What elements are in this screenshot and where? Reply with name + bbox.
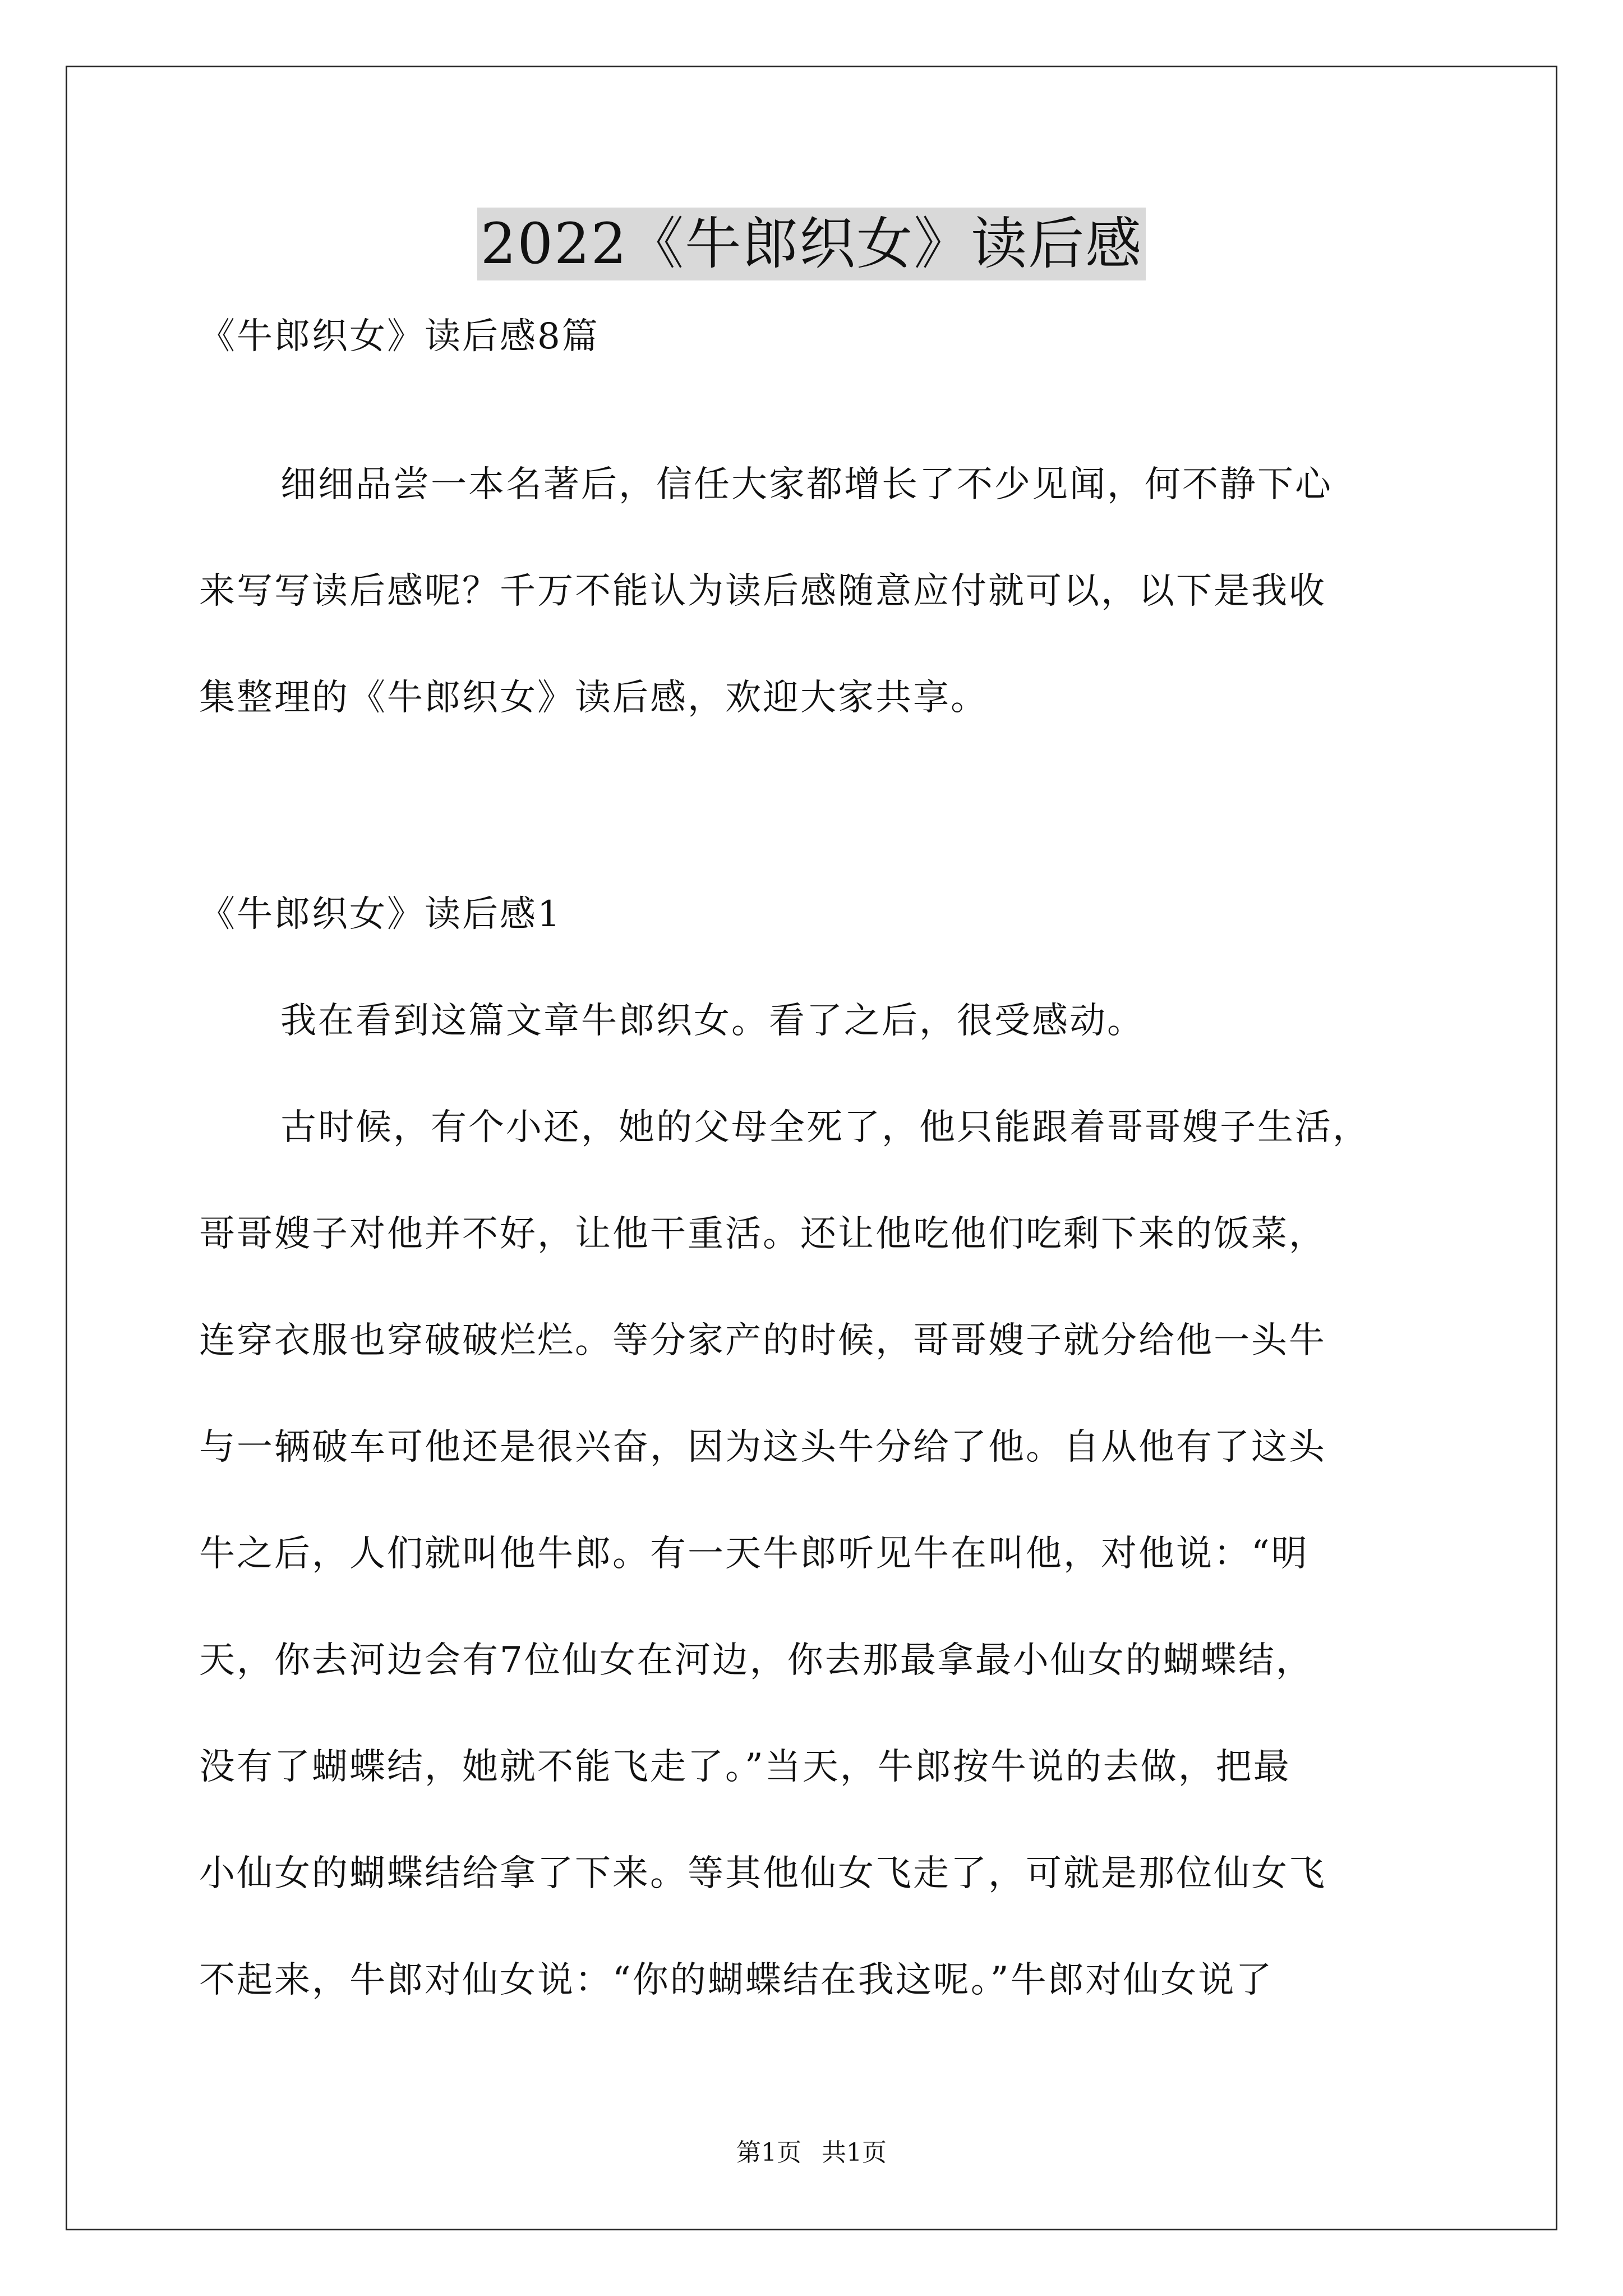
paragraph-line: 天，你去河边会有7位仙女在河边，你去那最拿最小仙女的蝴蝶结， (199, 1640, 1313, 1681)
title-container (0, 208, 1623, 280)
paragraph-line: 我在看到这篇文章牛郎织女。看了之后，很受感动。 (280, 1000, 1145, 1042)
intro-line: 来写写读后感呢？千万不能认为读后感随意应付就可以，以下是我收 (199, 570, 1326, 612)
document-subtitle: 《牛郎织女》读后感8篇 (199, 316, 600, 357)
paragraph-line: 连穿衣服也穿破破烂烂。等分家产的时候，哥哥嫂子就分给他一头牛 (199, 1320, 1326, 1361)
document-title: 2022《牛郎织女》读后感 (477, 208, 1146, 280)
paragraph-line: 小仙女的蝴蝶结给拿了下来。等其他仙女飞走了，可就是那位仙女飞 (199, 1853, 1326, 1894)
page-total: 共1页 (822, 2138, 887, 2167)
paragraph-line: 牛之后，人们就叫他牛郎。有一天牛郎听见牛在叫他，对他说：“明 (199, 1533, 1309, 1575)
paragraph-line: 不起来，牛郎对仙女说：“你的蝴蝶结在我这呢。”牛郎对仙女说了 (199, 1959, 1274, 2001)
page-footer (0, 2137, 1623, 2169)
intro-line: 细细品尝一本名著后，信任大家都增长了不少见闻，何不静下心 (280, 464, 1332, 505)
paragraph-line: 与一辆破车可他还是很兴奋，因为这头牛分给了他。自从他有了这头 (199, 1427, 1326, 1468)
section-heading: 《牛郎织女》读后感1 (199, 894, 562, 935)
paragraph-line: 古时候，有个小还，她的父母全死了，他只能跟着哥哥嫂子生活， (280, 1107, 1370, 1148)
paragraph-line: 哥哥嫂子对他并不好，让他干重活。还让他吃他们吃剩下来的饭菜， (199, 1213, 1326, 1255)
paragraph-line: 没有了蝴蝶结，她就不能飞走了。”当天，牛郎按牛说的去做，把最 (199, 1746, 1291, 1788)
intro-line: 集整理的《牛郎织女》读后感，欢迎大家共享。 (199, 677, 988, 719)
page-number: 第1页 (736, 2138, 801, 2167)
